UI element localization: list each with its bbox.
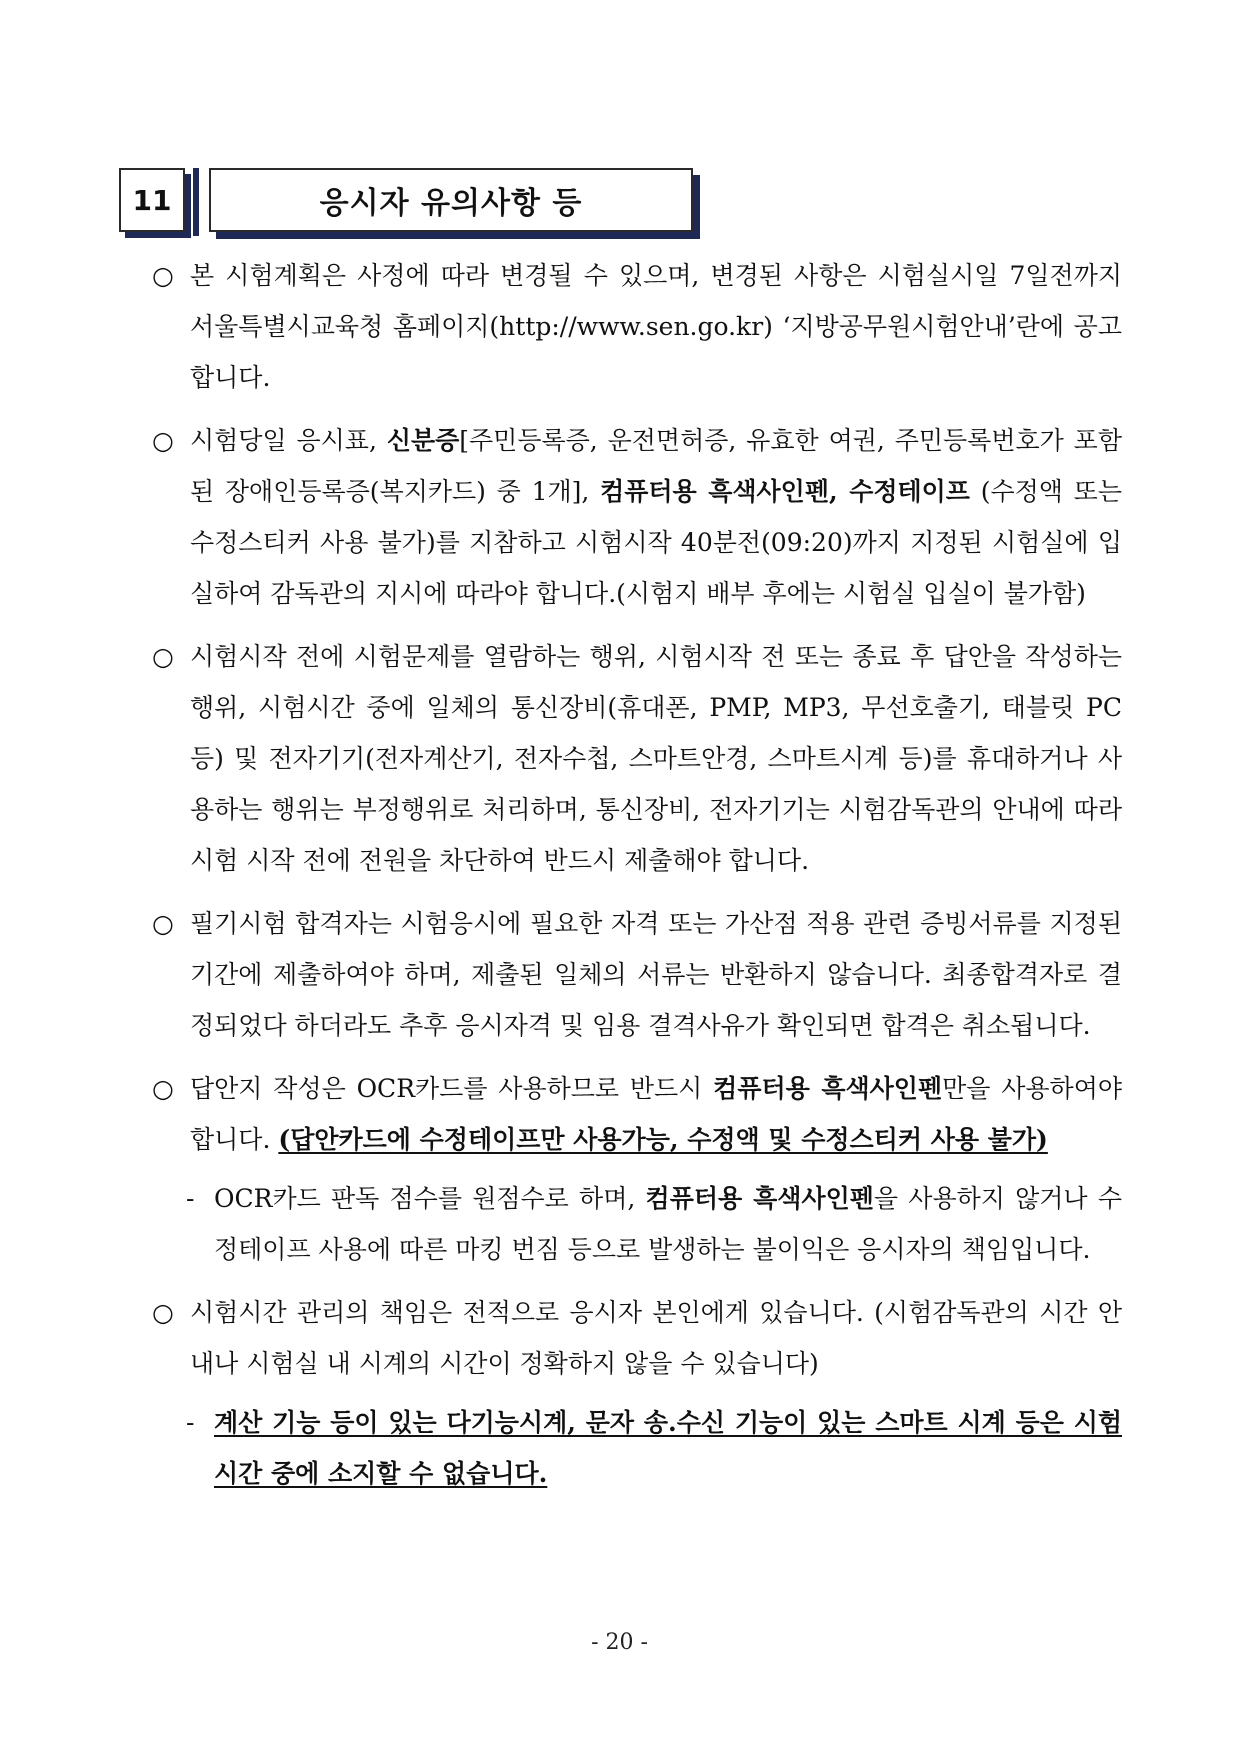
emphasis-id-card: 신분증 <box>386 426 460 455</box>
emphasis-tape-only: (답안카드에 수정테이프만 사용가능, 수정액 및 수정스티커 사용 불가) <box>278 1125 1048 1154</box>
bullet-icon: ○ <box>152 1074 174 1103</box>
notice-paragraph-5: ○ 답안지 작성은 OCR카드를 사용하므로 반드시 컴퓨터용 흑색사인펜만을 사용하여야 합니다. (답안카드에 수정테이프만 사용가능, 수정액 및 수정스티커 사용 불가) <box>152 1063 1122 1165</box>
dash-icon: - <box>186 1184 195 1213</box>
bullet-icon: ○ <box>152 909 174 938</box>
notice-paragraph-3: ○ 시험시작 전에 시험문제를 열람하는 행위, 시험시작 전 또는 종료 후 답안을 작성하는 행위, 시험시간 중에 일체의 통신장비(휴대폰, PMP, MP3, 무선호출기, 태블릿 PC 등) 및 전자기기(전자계산기, 전자수첩, 스마트안경, 스마트시계 등)를 휴대하거나 사용하는 행위는 부정행위로 처리하며, 통신장비, 전자기기는 시험감독관의 안내에 따라 시험 시작 전에 전원을 차단하여 반드시 제출해야 합니다. <box>152 631 1122 886</box>
notice-content <box>152 250 1122 1511</box>
notice-sub-paragraph-5: - OCR카드 판독 점수를 원점수로 하며, 컴퓨터용 흑색사인펜을 사용하지 않거나 수정테이프 사용에 따른 마킹 번짐 등으로 발생하는 불이익은 응시자의 책임입니다. <box>152 1173 1122 1275</box>
section-header <box>0 0 1239 260</box>
bullet-icon: ○ <box>152 1298 174 1327</box>
emphasis-smartwatch: 계산 기능 등이 있는 다기능시계, 문자 송.수신 기능이 있는 스마트 시계 등은 시험시간 중에 소지할 수 없습니다. <box>214 1408 1122 1488</box>
notice-paragraph-2: ○ 시험당일 응시표, 신분증[주민등록증, 운전면허증, 유효한 여권, 주민등록번호가 포함된 장애인등록증(복지카드) 중 1개], 컴퓨터용 흑색사인펜, 수정테이프 (수정액 또는 수정스티커 사용 불가)를 지참하고 시험시작 40분전(09:20)까지 지정된 시험실에 입실하여 감독관의 지시에 따라야 합니다.(시험지 배부 후에는 시험실 입실이 불가함) <box>152 415 1122 619</box>
section-title: 응시자 유의사항 등 <box>209 168 693 232</box>
bullet-icon: ○ <box>152 261 174 290</box>
notice-sub-paragraph-6 <box>152 1397 1122 1499</box>
dash-icon: - <box>186 1408 195 1437</box>
bullet-icon: ○ <box>152 426 174 455</box>
bullet-icon: ○ <box>152 642 174 671</box>
page-number: - 20 - <box>591 1630 648 1655</box>
notice-paragraph-1: ○ 본 시험계획은 사정에 따라 변경될 수 있으며, 변경된 사항은 시험실시일 7일전까지 서울특별시교육청 홈페이지(http://www.sen.go.kr) ‘지방공무원시험안내’란에 공고합니다. <box>152 250 1122 403</box>
section-divider-bar <box>193 168 199 236</box>
notice-paragraph-4: ○ 필기시험 합격자는 시험응시에 필요한 자격 또는 가산점 적용 관련 증빙서류를 지정된 기간에 제출하여야 하며, 제출된 일체의 서류는 반환하지 않습니다. 최종합격자로 결정되었다 하더라도 추후 응시자격 및 임용 결격사유가 확인되면 합격은 취소됩니다. <box>152 898 1122 1051</box>
section-number: 11 <box>119 168 185 232</box>
emphasis-pen: 컴퓨터용 흑색사인펜 <box>645 1184 874 1213</box>
emphasis-pen-tape: 컴퓨터용 흑색사인펜, 수정테이프 <box>600 477 970 506</box>
notice-paragraph-6: ○ 시험시간 관리의 책임은 전적으로 응시자 본인에게 있습니다. (시험감독관의 시간 안내나 시험실 내 시계의 시간이 정확하지 않을 수 있습니다) <box>152 1287 1122 1389</box>
emphasis-pen: 컴퓨터용 흑색사인펜 <box>713 1074 943 1103</box>
